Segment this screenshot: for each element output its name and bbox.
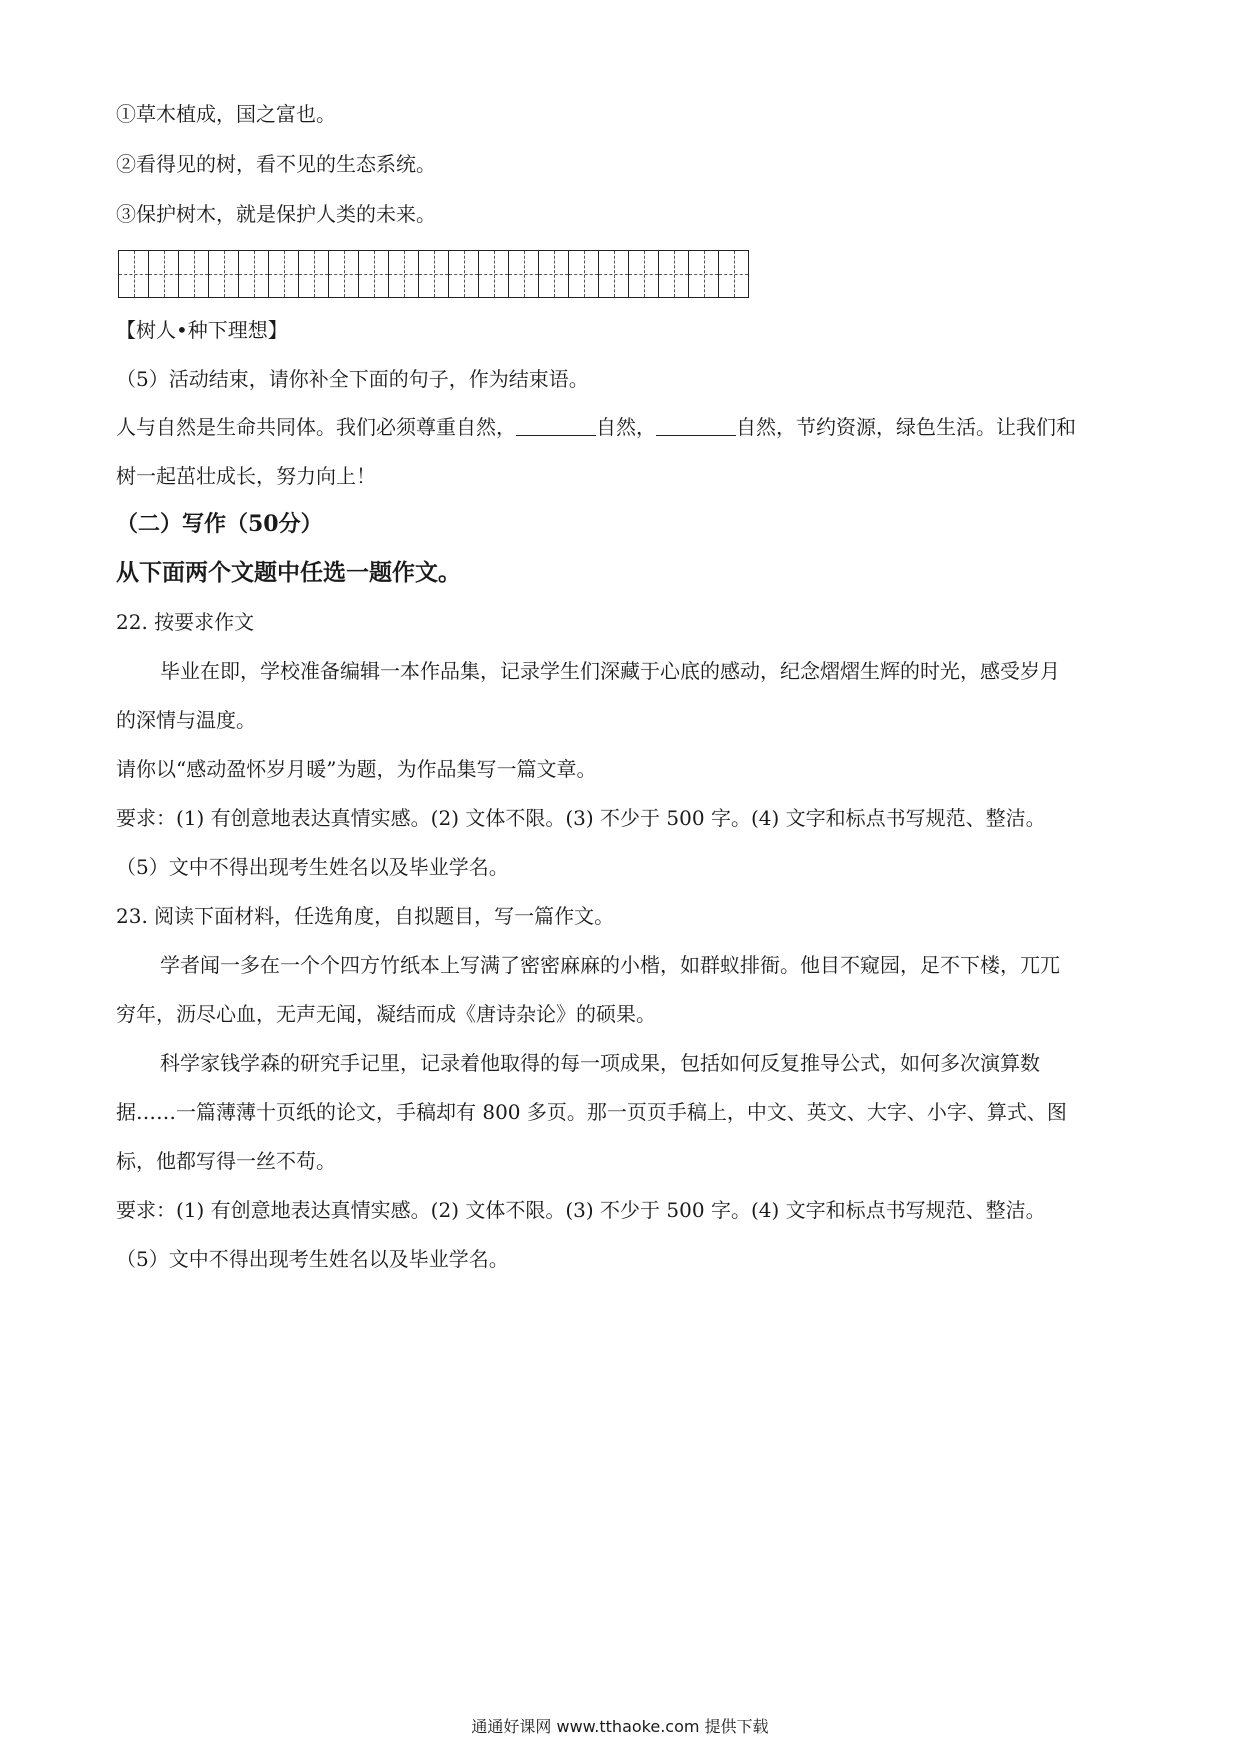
grid-cell[interactable]: [329, 251, 359, 297]
fill-blank-2[interactable]: [656, 415, 736, 436]
grid-cell[interactable]: [659, 251, 689, 297]
fill-blank-1[interactable]: [516, 415, 596, 436]
grid-cell[interactable]: [719, 251, 749, 297]
question-5-prompt: （5）活动结束，请你补全下面的句子，作为结束语。: [116, 367, 589, 391]
q23-requirements: 要求：(1) 有创意地表达真情实感。(2) 文体不限。(3) 不少于 500 字。(4) 文字和标点书写规范、整洁。: [116, 1198, 1046, 1222]
grid-cell[interactable]: [119, 251, 149, 297]
grid-cell[interactable]: [449, 251, 479, 297]
closing-sentence-line-2: 树一起茁壮成长，努力向上！: [116, 464, 376, 488]
choose-instruction: 从下面两个文题中任选一题作文。: [116, 559, 461, 586]
grid-cell[interactable]: [479, 251, 509, 297]
grid-cell[interactable]: [509, 251, 539, 297]
quote-line-2: ②看得见的树，看不见的生态系统。: [116, 152, 436, 176]
closing-part-3: 自然，节约资源，绿色生活。让我们和: [736, 415, 1076, 439]
grid-cell[interactable]: [269, 251, 299, 297]
grid-cell[interactable]: [389, 251, 419, 297]
question-23-title: 23. 阅读下面材料，任选角度，自拟题目，写一篇作文。: [116, 904, 615, 928]
grid-cell[interactable]: [569, 251, 599, 297]
page-footer: 通通好课网 www.tthaoke.com 提供下载: [471, 1717, 769, 1736]
q23-paragraph-2-line-2: 据……一篇薄薄十页纸的论文，手稿却有 800 多页。那一页页手稿上，中文、英文、大字、小字、算式、图: [116, 1100, 1067, 1124]
quote-line-3: ③保护树木，就是保护人类的未来。: [116, 202, 436, 226]
grid-cell[interactable]: [359, 251, 389, 297]
grid-cell[interactable]: [599, 251, 629, 297]
question-22-title: 22. 按要求作文: [116, 610, 255, 634]
grid-cell[interactable]: [539, 251, 569, 297]
closing-part-1: 人与自然是生命共同体。我们必须尊重自然，: [116, 415, 516, 439]
grid-cell[interactable]: [209, 251, 239, 297]
grid-cell[interactable]: [689, 251, 719, 297]
writing-heading: （二）写作（50分）: [116, 511, 323, 537]
q23-paragraph-1-line-1: 学者闻一多在一个个四方竹纸本上写满了密密麻麻的小楷，如群蚁排衙。他目不窥园，足不下楼，兀兀: [160, 953, 1060, 977]
q23-requirement-5: （5）文中不得出现考生姓名以及毕业学名。: [116, 1247, 509, 1271]
closing-part-2: 自然，: [596, 415, 656, 439]
q22-paragraph-line-1: 毕业在即，学校准备编辑一本作品集，记录学生们深藏于心底的感动，纪念熠熠生辉的时光，感受岁月: [160, 659, 1060, 683]
grid-cell[interactable]: [239, 251, 269, 297]
q23-paragraph-1-line-2: 穷年，沥尽心血，无声无闻，凝结而成《唐诗杂论》的硕果。: [116, 1002, 656, 1026]
grid-cell[interactable]: [299, 251, 329, 297]
quote-line-1: ①草木植成，国之富也。: [116, 102, 336, 126]
q22-task: 请你以“感动盈怀岁月暖”为题，为作品集写一篇文章。: [116, 757, 597, 781]
q22-requirement-5: （5）文中不得出现考生姓名以及毕业学名。: [116, 855, 509, 879]
grid-cell[interactable]: [179, 251, 209, 297]
closing-sentence: [116, 412, 1126, 442]
q22-requirements: 要求：(1) 有创意地表达真情实感。(2) 文体不限。(3) 不少于 500 字。(4) 文字和标点书写规范、整洁。: [116, 806, 1046, 830]
q23-paragraph-2-line-3: 标，他都写得一丝不苟。: [116, 1149, 336, 1173]
q23-paragraph-2-line-1: 科学家钱学森的研究手记里，记录着他取得的每一项成果，包括如何反复推导公式，如何多次演算数: [160, 1051, 1040, 1075]
grid-cell[interactable]: [149, 251, 179, 297]
section-tag: 【树人•种下理想】: [116, 318, 288, 342]
writing-grid: [118, 250, 749, 298]
grid-cell[interactable]: [419, 251, 449, 297]
q22-paragraph-line-2: 的深情与温度。: [116, 708, 256, 732]
grid-cell[interactable]: [629, 251, 659, 297]
